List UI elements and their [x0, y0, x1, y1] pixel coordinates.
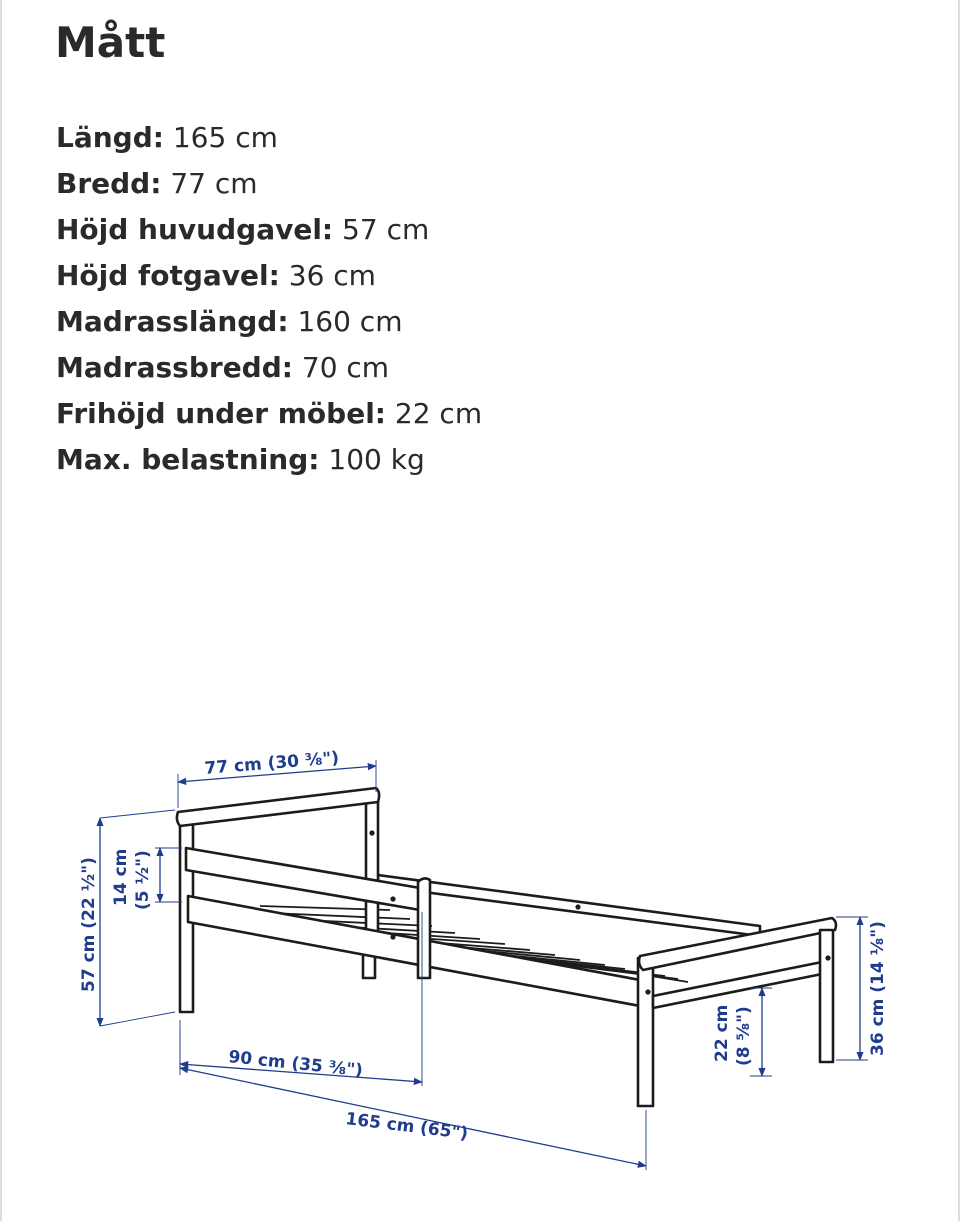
spec-label: Höjd fotgavel: [56, 259, 280, 292]
spec-row-max-load [56, 437, 482, 483]
spec-value: 57 cm [342, 213, 430, 246]
footboard-height-label: 36 cm (14 ⅛") [868, 921, 888, 1056]
left-border [0, 0, 2, 1221]
spec-value: 77 cm [170, 167, 258, 200]
spec-row-headboard-height [56, 207, 482, 253]
spec-value: 165 cm [172, 121, 278, 154]
width-dimension-label: 77 cm (30 ⅜") [203, 748, 340, 779]
spec-row-length [56, 115, 482, 161]
guard-rail-height-in: (5 ½") [133, 850, 153, 910]
spec-label: Bredd: [56, 167, 162, 200]
spec-label: Madrasslängd: [56, 305, 289, 338]
spec-row-footboard-height [56, 253, 482, 299]
spec-value: 70 cm [301, 351, 390, 384]
page-title: Mått [55, 18, 166, 67]
spec-value: 160 cm [297, 305, 403, 338]
spec-row-mattress-width [56, 345, 482, 391]
spec-value: 36 cm [288, 259, 376, 292]
guard-rail-height-cm: 14 cm [111, 848, 131, 906]
spec-row-clearance [56, 391, 482, 437]
spec-value: 22 cm [394, 397, 483, 430]
spec-row-mattress-length [56, 299, 482, 345]
clearance-cm-label: 22 cm [712, 1004, 732, 1062]
spec-value: 100 kg [328, 443, 425, 476]
total-length-label: 165 cm (65") [344, 1109, 470, 1144]
spec-label: Höjd huvudgavel: [56, 213, 334, 246]
guard-rail-length-label: 90 cm (35 ⅜") [227, 1047, 364, 1082]
spec-label: Max. belastning: [56, 443, 320, 476]
spec-label: Frihöjd under möbel: [56, 397, 386, 430]
spec-list [56, 115, 482, 483]
spec-label: Madrassbredd: [56, 351, 293, 384]
spec-row-width [56, 161, 482, 207]
spec-label: Längd: [56, 121, 164, 154]
headboard-height-label: 57 cm (22 ½") [79, 857, 99, 992]
bed-dimension-diagram [60, 730, 900, 1210]
clearance-in-label: (8 ⅝") [734, 1006, 754, 1066]
